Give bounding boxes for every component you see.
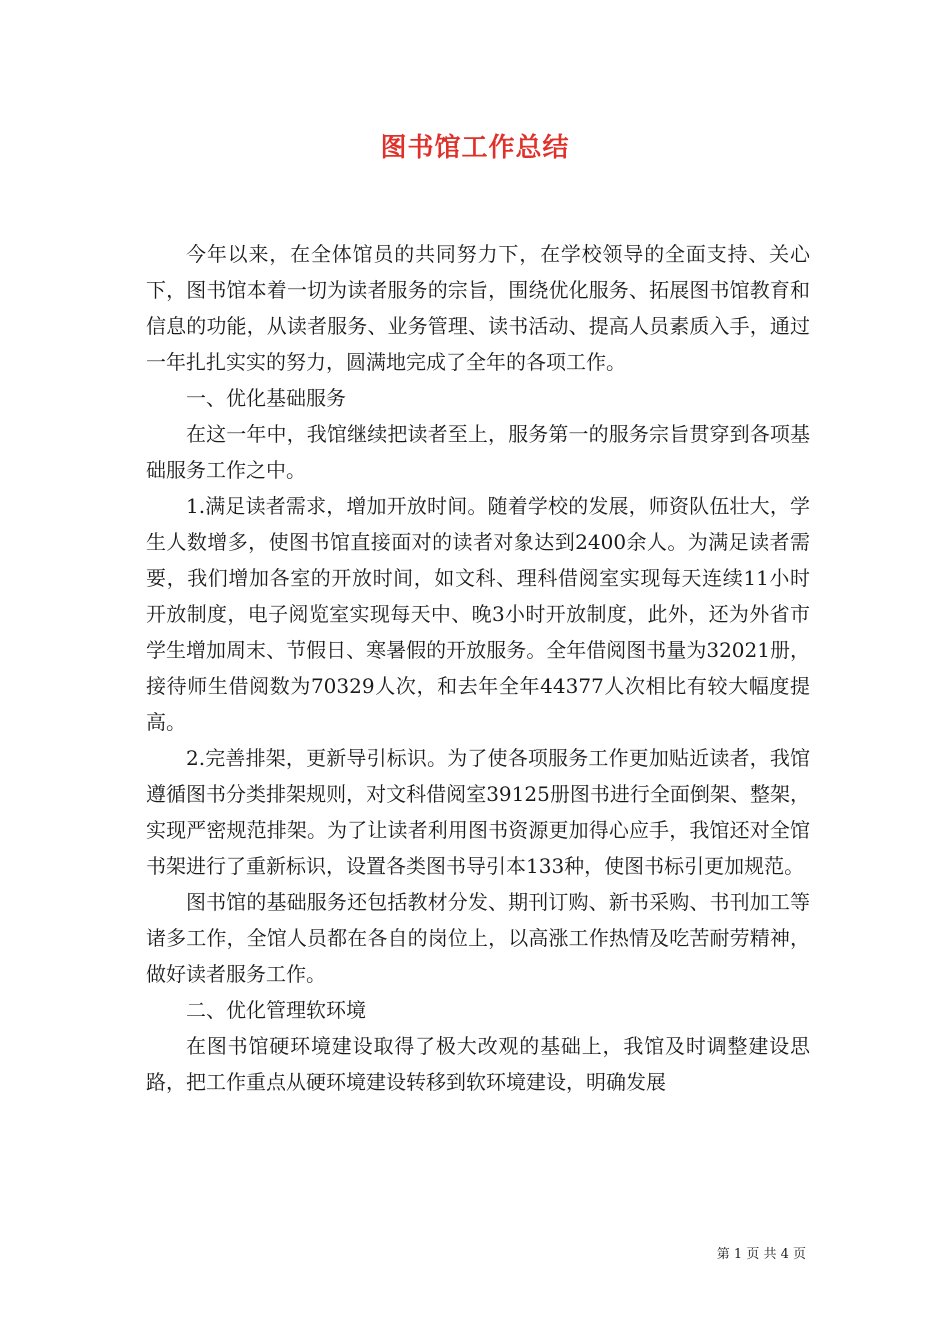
section-heading-2: 二、优化管理软环境	[186, 998, 366, 1022]
document-body	[146, 236, 810, 1100]
section-1-summary-paragraph: 图书馆的基础服务还包括教材分发、期刊订购、新书采购、书刊加工等诸多工作，全馆人员都在各自的岗位上，以高涨工作热情及吃苦耐劳精神，做好读者服务工作。	[146, 890, 810, 986]
section-2-intro-paragraph: 在图书馆硬环境建设取得了极大改观的基础上，我馆及时调整建设思路，把工作重点从硬环境建设转移到软环境建设，明确发展	[146, 1034, 810, 1094]
section-heading-1: 一、优化基础服务	[186, 386, 346, 410]
page-number-footer: 第 1 页 共 4 页	[716, 1247, 806, 1262]
section-1-intro-paragraph: 在这一年中，我馆继续把读者至上，服务第一的服务宗旨贯穿到各项基础服务工作之中。	[146, 422, 810, 482]
document-title: 图书馆工作总结	[380, 133, 570, 163]
section-1-item-2-paragraph: 2.完善排架，更新导引标识。为了使各项服务工作更加贴近读者，我馆遵循图书分类排架规则，对文科借阅室39125册图书进行全面倒架、整架，实现严密规范排架。为了让读者利用图书资源更加得心应手，我馆还对全馆书架进行了重新标识，设置各类图书导引本133种，使图书标引更加规范。	[146, 746, 810, 878]
section-1-item-1-paragraph: 1.满足读者需求，增加开放时间。随着学校的发展，师资队伍壮大，学生人数增多，使图书馆直接面对的读者对象达到2400余人。为满足读者需要，我们增加各室的开放时间，如文科、理科借阅室实现每天连续11小时开放制度，电子阅览室实现每天中、晚3小时开放制度，此外，还为外省市学生增加周末、节假日、寒暑假的开放服务。全年借阅图书量为32021册，接待师生借阅数为70329人次，和去年全年44377人次相比有较大幅度提高。	[146, 494, 810, 734]
intro-paragraph: 今年以来，在全体馆员的共同努力下，在学校领导的全面支持、关心下，图书馆本着一切为读者服务的宗旨，围绕优化服务、拓展图书馆教育和信息的功能，从读者服务、业务管理、读书活动、提高人员素质入手，通过一年扎扎实实的努力，圆满地完成了全年的各项工作。	[146, 242, 810, 374]
